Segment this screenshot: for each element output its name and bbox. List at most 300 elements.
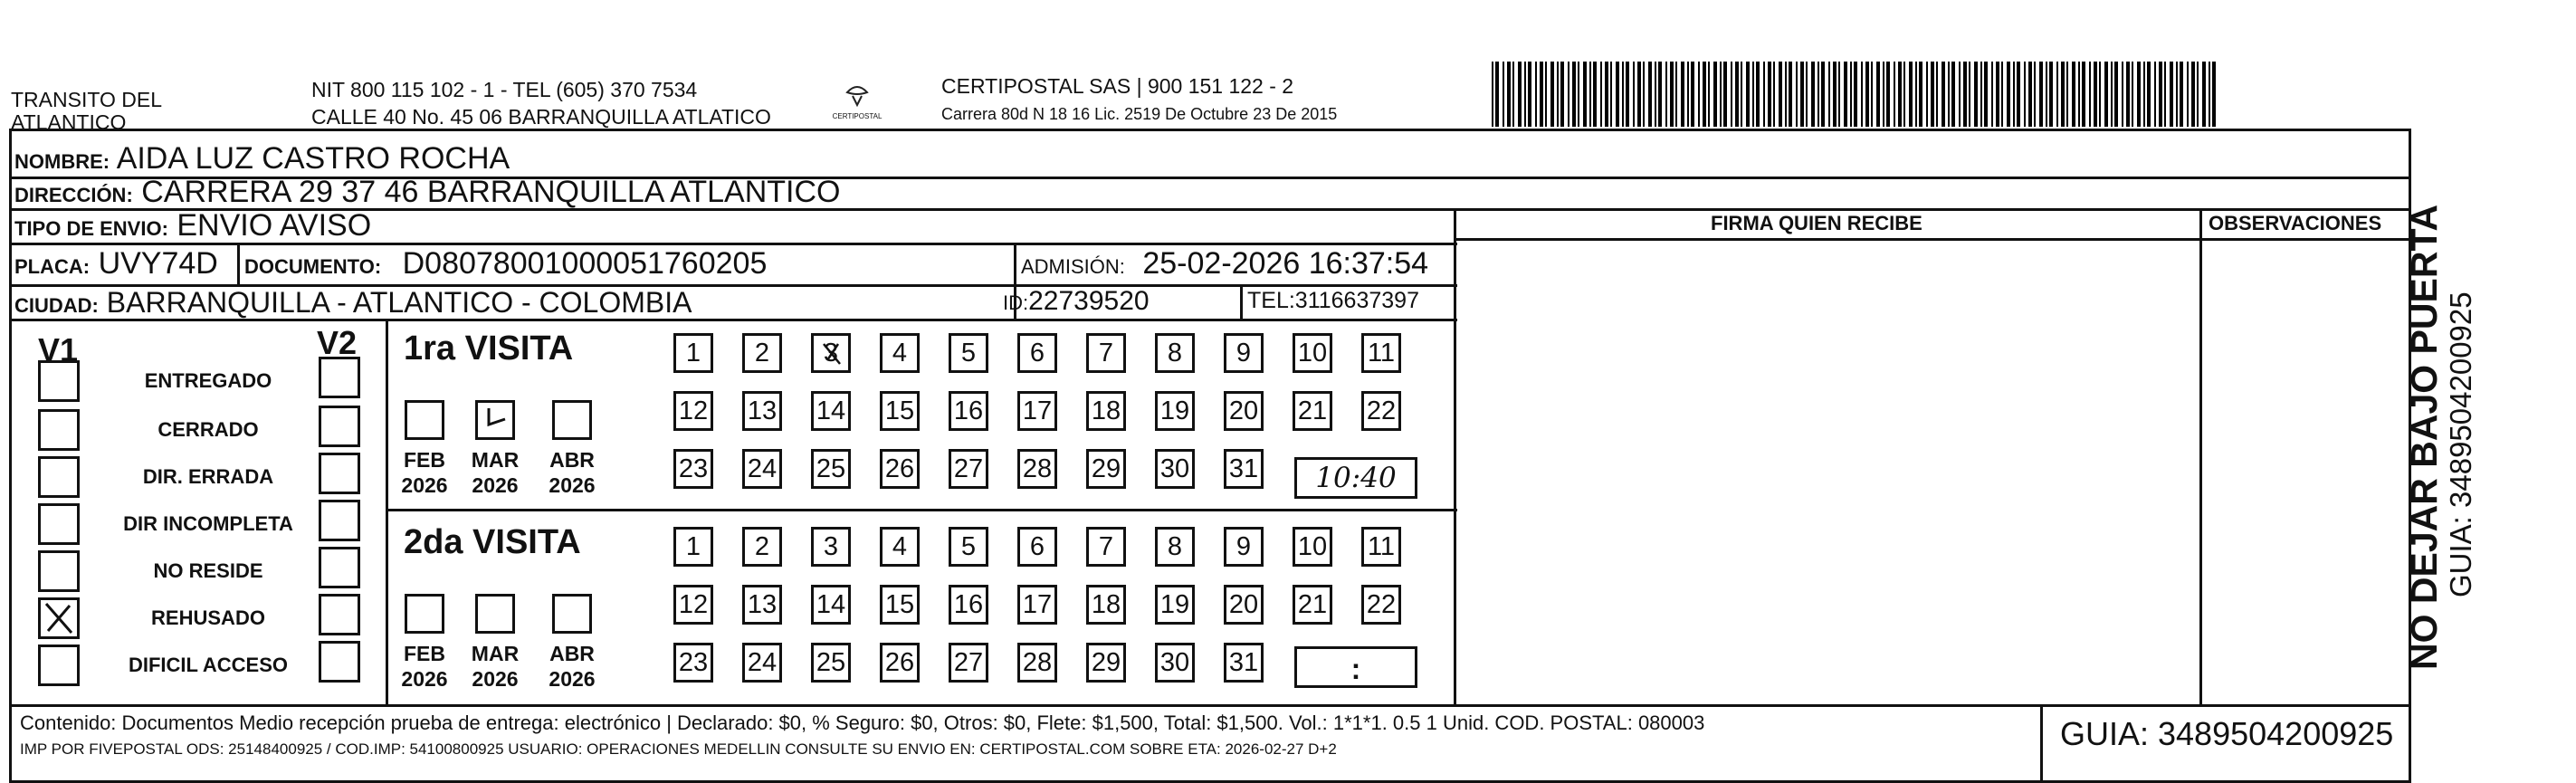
barcode-bar — [1876, 62, 1880, 127]
barcode-bar — [2143, 62, 2145, 127]
barcode-bar — [1996, 62, 1999, 127]
nombre-value: AIDA LUZ CASTRO ROCHA — [116, 141, 510, 176]
day-box[interactable] — [742, 333, 782, 373]
barcode-bar — [1545, 62, 1547, 127]
vrule-placa — [237, 243, 240, 284]
day-box[interactable] — [949, 333, 988, 373]
agency-line-1: TRANSITO DEL — [11, 88, 162, 111]
status-option-label: REHUSADO — [151, 606, 265, 629]
barcode-bar — [2170, 62, 2173, 127]
barcode-bar — [2164, 62, 2166, 127]
tipo-label: TIPO DE ENVIO: — [14, 217, 168, 240]
day-number: 14 — [816, 396, 846, 425]
documento-label: DOCUMENTO: — [244, 255, 382, 278]
status-option-label: DIR. ERRADA — [142, 465, 274, 488]
day-box[interactable] — [1086, 527, 1126, 567]
v2-checkbox[interactable] — [319, 500, 360, 541]
barcode-bar — [2094, 62, 2097, 127]
logo-caption: CERTIPOSTAL — [832, 112, 883, 120]
day-box[interactable] — [811, 585, 851, 625]
barcode-bar — [1687, 62, 1689, 127]
v1-label: V1 — [38, 331, 79, 368]
day-box[interactable] — [1017, 449, 1057, 489]
month-year-label — [540, 447, 604, 498]
day-box[interactable] — [673, 527, 713, 567]
barcode-bar — [1633, 62, 1635, 127]
day-box[interactable] — [1086, 449, 1126, 489]
second-time-box[interactable] — [1294, 646, 1417, 688]
barcode-bar — [1492, 62, 1493, 127]
day-box[interactable] — [880, 391, 920, 431]
day-box[interactable] — [1224, 527, 1264, 567]
barcode-bar — [1779, 62, 1782, 127]
day-number: 28 — [1022, 647, 1053, 677]
day-number: 30 — [1159, 647, 1190, 677]
day-box[interactable] — [1086, 333, 1126, 373]
day-number: 20 — [1228, 396, 1259, 425]
day-box[interactable] — [1155, 449, 1195, 489]
day-number: 31 — [1228, 454, 1259, 483]
barcode-bar — [2013, 62, 2015, 127]
barcode-bar — [2212, 62, 2216, 127]
v2-checkbox[interactable] — [319, 453, 360, 494]
id-value: 22739520 — [1028, 286, 1150, 316]
day-number: 22 — [1366, 396, 1397, 425]
day-number: 5 — [960, 338, 977, 368]
barcode-bar — [1528, 62, 1531, 127]
v2-checkbox[interactable] — [319, 594, 360, 635]
tel-label: TEL: — [1247, 288, 1295, 313]
ciudad-row — [14, 286, 692, 320]
barcode-bar — [1665, 62, 1667, 127]
barcode-bar — [1931, 62, 1934, 127]
day-number: 10 — [1297, 338, 1328, 368]
v1-checkbox[interactable] — [38, 503, 80, 545]
barcode-bar — [1800, 62, 1804, 127]
day-box[interactable] — [1224, 449, 1264, 489]
imp-line: IMP POR FIVEPOSTAL ODS: 25148400925 / COD.IMP: 54100800925 USUARIO: OPERACIONES MEDELLIN CONSULTE SU ENVIO EN: CERTIPOSTAL.COM SOBRE ETA: 2026-02-27 D+2 — [20, 740, 1337, 758]
day-number: 3 — [823, 531, 839, 561]
day-box[interactable] — [1017, 643, 1057, 683]
tipo-row — [14, 208, 371, 243]
barcode-bar — [2024, 62, 2026, 127]
contenido-line: Contenido: Documentos Medio recepción prueba de entrega: electrónico | Declarado: $0, % Seguro: $0, Otros: $0, Flete: $1,500, Total: $1,500. Vol.: 1*1*1. 0.5 1 Unid. COD. POSTAL: 080003 — [20, 711, 1705, 734]
day-number: 23 — [678, 454, 709, 483]
day-box[interactable] — [1017, 527, 1057, 567]
v2-checkbox[interactable] — [319, 406, 360, 447]
barcode-bar — [1507, 62, 1511, 127]
day-number: 17 — [1022, 396, 1053, 425]
day-number: 13 — [747, 589, 778, 619]
barcode-bar — [1796, 62, 1798, 127]
status-option-label: DIR INCOMPLETA — [123, 512, 293, 535]
day-box[interactable] — [1361, 585, 1401, 625]
month-label: MAR — [471, 448, 520, 472]
day-number: 9 — [1236, 338, 1252, 368]
day-number: 31 — [1228, 647, 1259, 677]
day-number: 19 — [1159, 396, 1190, 425]
barcode-bar — [1821, 62, 1825, 127]
observaciones-header: OBSERVACIONES — [2209, 212, 2382, 234]
tipo-value: ENVIO AVISO — [177, 208, 372, 243]
first-visit-title: 1ra VISITA — [404, 329, 574, 368]
barcode-bar — [1535, 62, 1537, 127]
day-number: 26 — [884, 647, 915, 677]
day-box[interactable] — [1155, 527, 1195, 567]
v2-checkbox[interactable] — [319, 547, 360, 588]
day-box[interactable] — [742, 391, 782, 431]
day-box[interactable] — [811, 449, 851, 489]
barcode-bar — [1600, 62, 1602, 127]
barcode-bar — [1926, 62, 1928, 127]
barcode-bar — [1951, 62, 1955, 127]
day-number: 28 — [1022, 454, 1053, 483]
check-mark-icon — [41, 600, 77, 636]
barcode-bar — [1713, 62, 1717, 127]
barcode-bar — [1572, 62, 1576, 127]
barcode-bar — [1720, 62, 1722, 127]
barcode-bar — [1974, 62, 1978, 127]
day-number: 15 — [884, 396, 915, 425]
company-sub: Carrera 80d N 18 16 Lic. 2519 De Octubre 23 De 2015 — [941, 105, 1338, 123]
day-box[interactable] — [673, 585, 713, 625]
day-box[interactable] — [880, 449, 920, 489]
barcode-bar — [1605, 62, 1608, 127]
day-box[interactable] — [880, 585, 920, 625]
barcode-bar — [1936, 62, 1938, 127]
day-number: 24 — [747, 647, 778, 677]
direccion-label: DIRECCIÓN: — [14, 184, 133, 206]
barcode-bar — [1894, 62, 1895, 127]
month-year-label — [463, 641, 527, 692]
barcode-bar — [2066, 62, 2068, 127]
day-number: 4 — [892, 338, 908, 368]
day-number: 7 — [1098, 531, 1114, 561]
v2-checkbox[interactable] — [319, 641, 360, 683]
v1-checkbox[interactable] — [38, 409, 80, 451]
barcode-bar — [1811, 62, 1815, 127]
barcode-bar — [2028, 62, 2032, 127]
day-box[interactable] — [742, 527, 782, 567]
no-dejar-vertical: NO DEJAR BAJO PUERTA — [2403, 204, 2445, 670]
day-number: 3 — [823, 338, 839, 368]
v1-checkbox[interactable] — [38, 456, 80, 498]
barcode-bar — [2176, 62, 2178, 127]
barcode-bar — [1518, 62, 1522, 127]
status-option-label: DIFICIL ACCESO — [128, 654, 288, 676]
guia-vertical: GUIA: 3489504200925 — [2444, 291, 2477, 597]
day-number: 2 — [754, 531, 770, 561]
barcode-bar — [1746, 62, 1750, 127]
day-number: 10 — [1297, 531, 1328, 561]
day-number: 25 — [816, 454, 846, 483]
placa-value: UVY74D — [98, 246, 218, 281]
day-number: 29 — [1091, 647, 1121, 677]
barcode-bar — [2132, 62, 2133, 127]
barcode-bar — [1708, 62, 1710, 127]
month-checkbox[interactable] — [475, 400, 515, 440]
day-box[interactable] — [811, 391, 851, 431]
barcode-bar — [2001, 62, 2003, 127]
status-option-label: ENTREGADO — [144, 369, 272, 392]
barcode-bar — [1495, 62, 1499, 127]
day-number: 20 — [1228, 589, 1259, 619]
day-box[interactable] — [1293, 333, 1332, 373]
barcode-bar — [1752, 62, 1754, 127]
barcode-bar — [1723, 62, 1727, 127]
second-time-placeholder: : — [1350, 653, 1361, 685]
month-checkbox[interactable] — [405, 594, 444, 634]
day-number: 23 — [678, 647, 709, 677]
month-label: ABR — [549, 448, 595, 472]
month-checkbox[interactable] — [552, 400, 592, 440]
day-number: 2 — [754, 338, 770, 368]
barcode-bar — [1578, 62, 1579, 127]
day-box[interactable] — [1224, 333, 1264, 373]
day-number: 1 — [685, 531, 701, 561]
day-box[interactable] — [1155, 391, 1195, 431]
id-row — [1003, 286, 1150, 317]
barcode-bar — [2197, 62, 2199, 127]
status-option-label: NO RESIDE — [153, 559, 263, 582]
check-mark-icon — [478, 403, 512, 437]
year-label: 2026 — [401, 667, 448, 691]
first-time-value: 10:40 — [1315, 462, 1397, 494]
day-box[interactable] — [1017, 391, 1057, 431]
barcode-bar — [1915, 62, 1917, 127]
year-label: 2026 — [401, 473, 448, 497]
company-line: CERTIPOSTAL SAS | 900 151 122 - 2 — [941, 74, 1294, 98]
day-box[interactable] — [949, 527, 988, 567]
barcode-bar — [2114, 62, 2118, 127]
day-number: 15 — [884, 589, 915, 619]
ciudad-value: BARRANQUILLA - ATLANTICO - COLOMBIA — [106, 286, 692, 319]
barcode-bar — [1610, 62, 1612, 127]
day-box[interactable] — [880, 643, 920, 683]
barcode-bar — [2017, 62, 2020, 127]
barcode-bar — [1658, 62, 1662, 127]
v1-checkbox[interactable] — [38, 550, 80, 592]
barcode-bar — [2089, 62, 2091, 127]
month-label: FEB — [404, 448, 445, 472]
day-box[interactable] — [673, 333, 713, 373]
vrule-guia — [2040, 704, 2043, 783]
day-box[interactable] — [742, 585, 782, 625]
day-box[interactable] — [742, 643, 782, 683]
barcode-bar — [1524, 62, 1526, 127]
agency-contact — [311, 76, 771, 130]
barcode-bar — [1703, 62, 1706, 127]
vrule-obs — [2199, 208, 2202, 706]
admision-row — [1021, 246, 1428, 282]
barcode-bar — [1984, 62, 1988, 127]
vrule-tel — [1240, 284, 1243, 319]
day-box[interactable] — [880, 527, 920, 567]
day-box[interactable] — [1224, 391, 1264, 431]
barcode-bar — [2082, 62, 2085, 127]
day-mark — [818, 340, 845, 375]
rule-firma — [1454, 238, 2411, 241]
day-number: 26 — [884, 454, 915, 483]
day-box[interactable] — [1224, 643, 1264, 683]
barcode-bar — [1583, 62, 1587, 127]
barcode-bar — [1854, 62, 1857, 127]
barcode-bar — [1691, 62, 1694, 127]
vrule-visits — [386, 319, 388, 706]
barcode-bar — [1919, 62, 1922, 127]
barcode-bar — [2049, 62, 2053, 127]
barcode-bar — [2056, 62, 2058, 127]
barcode-bar — [1850, 62, 1852, 127]
documento-value: D08078001000051760205 — [402, 246, 768, 281]
barcode-bar — [1648, 62, 1652, 127]
day-box[interactable] — [1086, 643, 1126, 683]
day-number: 17 — [1022, 589, 1053, 619]
day-box[interactable] — [673, 391, 713, 431]
barcode-bar — [2034, 62, 2036, 127]
admision-value: 25-02-2026 16:37:54 — [1142, 246, 1429, 281]
v1-checkbox[interactable] — [38, 360, 80, 402]
barcode-bar — [1838, 62, 1840, 127]
month-checkbox[interactable] — [405, 400, 444, 440]
month-checkbox[interactable] — [552, 594, 592, 634]
day-number: 21 — [1297, 396, 1328, 425]
day-number: 9 — [1236, 531, 1252, 561]
day-number: 8 — [1167, 531, 1183, 561]
day-box[interactable] — [1086, 391, 1126, 431]
month-label: MAR — [471, 642, 520, 665]
nit-line: NIT 800 115 102 - 1 - TEL (605) 370 7534 — [311, 78, 698, 101]
day-box[interactable] — [1017, 585, 1057, 625]
barcode-bar — [1806, 62, 1808, 127]
barcode-bar — [2147, 62, 2151, 127]
certipostal-logo — [825, 80, 889, 127]
barcode-bar — [1861, 62, 1863, 127]
day-number: 25 — [816, 647, 846, 677]
day-number: 29 — [1091, 454, 1121, 483]
day-box[interactable] — [1361, 333, 1401, 373]
day-box[interactable] — [1155, 333, 1195, 373]
day-box[interactable] — [1293, 391, 1332, 431]
month-year-label — [540, 641, 604, 692]
direccion-value: CARRERA 29 37 46 BARRANQUILLA ATLANTICO — [141, 175, 841, 209]
v1-checkbox[interactable] — [38, 597, 80, 639]
day-number: 22 — [1366, 589, 1397, 619]
day-box[interactable] — [1224, 585, 1264, 625]
day-number: 11 — [1367, 531, 1396, 561]
barcode-bar — [1773, 62, 1775, 127]
day-number: 6 — [1029, 338, 1045, 368]
day-box[interactable] — [811, 643, 851, 683]
barcode-bar — [1698, 62, 1700, 127]
day-box[interactable] — [742, 449, 782, 489]
barcode-bar — [1560, 62, 1564, 127]
admision-label: ADMISIÓN: — [1021, 255, 1125, 278]
vrule-firma — [1454, 208, 1456, 706]
day-number: 30 — [1159, 454, 1190, 483]
year-label: 2026 — [472, 473, 519, 497]
barcode-bar — [1731, 62, 1732, 127]
day-box[interactable] — [673, 643, 713, 683]
barcode-bar — [2104, 62, 2108, 127]
barcode-bar — [2007, 62, 2010, 127]
barcode-bar — [1626, 62, 1629, 127]
address-line: CALLE 40 No. 45 06 BARRANQUILLA ATLATICO — [311, 105, 771, 129]
firma-header: FIRMA QUIEN RECIBE — [1711, 212, 1922, 234]
day-number: 19 — [1159, 589, 1190, 619]
day-number: 1 — [685, 338, 701, 368]
day-box[interactable] — [1017, 333, 1057, 373]
barcode-bar — [1871, 62, 1873, 127]
day-number: 4 — [892, 531, 908, 561]
day-number: 14 — [816, 589, 846, 619]
day-box[interactable] — [949, 585, 988, 625]
barcode-bar — [1991, 62, 1993, 127]
barcode-bar — [1670, 62, 1674, 127]
barcode-bar — [2180, 62, 2183, 127]
barcode-bar — [2046, 62, 2047, 127]
day-box[interactable] — [811, 333, 851, 373]
day-box[interactable] — [1155, 585, 1195, 625]
id-label: ID: — [1003, 291, 1029, 314]
day-box[interactable] — [673, 449, 713, 489]
documento-row — [244, 246, 767, 282]
day-number: 27 — [953, 454, 984, 483]
v2-checkbox[interactable] — [319, 357, 360, 398]
tel-value: 3116637397 — [1294, 288, 1419, 313]
day-box[interactable] — [1155, 643, 1195, 683]
day-number: 12 — [678, 396, 709, 425]
barcode-bar — [2099, 62, 2101, 127]
first-time-box[interactable] — [1294, 457, 1417, 499]
status-option-label: CERRADO — [157, 418, 259, 441]
day-box[interactable] — [949, 449, 988, 489]
month-year-label — [463, 447, 527, 498]
barcode-bar — [1789, 62, 1792, 127]
barcode-bar — [1593, 62, 1597, 127]
barcode-bar — [1833, 62, 1837, 127]
day-box[interactable] — [949, 391, 988, 431]
barcode-bar — [1942, 62, 1945, 127]
day-box[interactable] — [880, 333, 920, 373]
day-box[interactable] — [1293, 527, 1332, 567]
day-box[interactable] — [1361, 391, 1401, 431]
barcode-bar — [1568, 62, 1569, 127]
day-box[interactable] — [1293, 585, 1332, 625]
barcode-bar — [2187, 62, 2189, 127]
barcode-bar — [2111, 62, 2113, 127]
barcode-bar — [1886, 62, 1890, 127]
barcode-bar — [1980, 62, 1982, 127]
day-number: 21 — [1297, 589, 1328, 619]
second-visit-title: 2da VISITA — [404, 523, 581, 561]
barcode-bar — [2061, 62, 2065, 127]
barcode-bar — [1512, 62, 1514, 127]
barcode-bar — [2072, 62, 2075, 127]
barcode-bar — [1675, 62, 1677, 127]
year-label: 2026 — [472, 667, 519, 691]
month-checkbox[interactable] — [475, 594, 515, 634]
v1-checkbox[interactable] — [38, 645, 80, 686]
day-box[interactable] — [1361, 527, 1401, 567]
barcode-bar — [2154, 62, 2156, 127]
month-label: FEB — [404, 642, 445, 665]
day-box[interactable] — [1086, 585, 1126, 625]
day-number: 18 — [1091, 396, 1121, 425]
day-box[interactable] — [811, 527, 851, 567]
day-box[interactable] — [949, 643, 988, 683]
barcode-bar — [1828, 62, 1830, 127]
